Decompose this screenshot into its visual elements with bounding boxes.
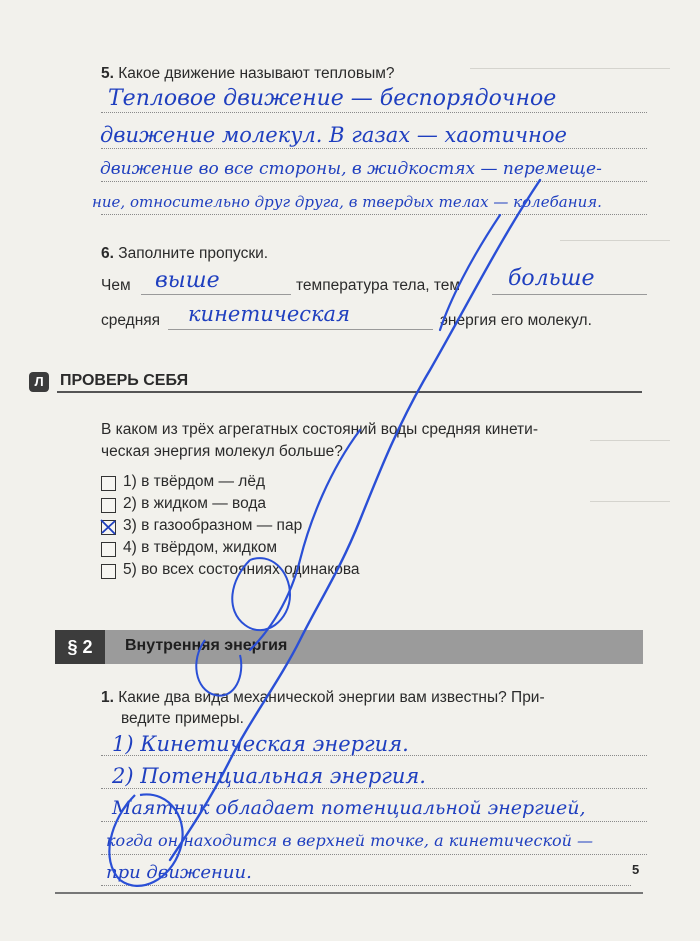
page-bottom-rule bbox=[55, 892, 643, 894]
p2q1-number: 1. bbox=[101, 689, 114, 706]
option-2-label: 2) в жидком — вода bbox=[123, 495, 267, 512]
section-divider bbox=[57, 391, 642, 393]
p2q1-text-line-1: Какие два вида механической энергии вам известны? При- bbox=[118, 689, 545, 706]
option-1-checkbox[interactable] bbox=[101, 476, 116, 491]
check-self-title: ПРОВЕРЬ СЕБЯ bbox=[60, 372, 189, 389]
check-mark-icon bbox=[99, 518, 117, 536]
answer-line bbox=[101, 181, 647, 182]
answer-line bbox=[101, 821, 647, 822]
page-number: 5 bbox=[632, 862, 640, 877]
q6-number: 6. bbox=[101, 245, 114, 262]
q5-answer-line-4: ние, относительно друг друга, в твердых телах — колебания. bbox=[92, 193, 602, 211]
p2q1-answer-line-4: когда он находится в верхней точке, а кинетической — bbox=[106, 831, 594, 850]
option-5-label: 5) во всех состояниях одинакова bbox=[123, 561, 360, 578]
q6-fill-2: больше bbox=[508, 266, 595, 291]
answer-line bbox=[101, 854, 647, 855]
paragraph-title: Внутренняя энергия bbox=[125, 637, 288, 654]
q5-answer-line-2: движение молекул. В газах — хаотичное bbox=[100, 123, 567, 147]
q6-row2-prefix: средняя bbox=[101, 312, 161, 329]
option-3-checkbox[interactable] bbox=[101, 520, 116, 535]
p2q1-answer-line-1: 1) Кинетическая энергия. bbox=[112, 732, 409, 756]
q5-text: Какое движение называют тепловым? bbox=[118, 65, 395, 82]
q6-row1-prefix: Чем bbox=[101, 277, 131, 294]
option-4-checkbox[interactable] bbox=[101, 542, 116, 557]
bleed-through-decoration bbox=[590, 440, 670, 502]
q5-question bbox=[101, 64, 395, 84]
check-self-question-line-1: В каком из трёх агрегатных состояний воды средняя кинети- bbox=[101, 421, 538, 438]
option-2-checkbox[interactable] bbox=[101, 498, 116, 513]
q6-row2-suffix: энергия его молекул. bbox=[440, 312, 592, 329]
answer-line bbox=[101, 148, 647, 149]
answer-line bbox=[101, 885, 631, 886]
q6-fill-3: кинетическая bbox=[188, 302, 350, 326]
fill-blank-line bbox=[141, 294, 291, 295]
p2q1-question-line-2: ведите примеры. bbox=[121, 710, 244, 727]
option-4-label: 4) в твёрдом, жидком bbox=[123, 539, 278, 556]
p2q1-answer-line-2: 2) Потенциальная энергия. bbox=[112, 764, 426, 788]
answer-line bbox=[101, 788, 647, 789]
q5-answer-line-1: Тепловое движение — беспорядочное bbox=[108, 86, 557, 111]
q6-question bbox=[101, 244, 268, 264]
check-self-icon: Л bbox=[29, 372, 49, 392]
q6-fill-1: выше bbox=[155, 268, 220, 293]
bleed-through-decoration bbox=[470, 68, 670, 81]
q5-number: 5. bbox=[101, 65, 114, 82]
p2q1-answer-line-3: Маятник обладает потенциальной энергией, bbox=[112, 797, 586, 819]
q5-answer-line-3: движение во все стороны, в жидкостях — перемеще- bbox=[100, 159, 602, 179]
answer-line bbox=[101, 214, 647, 215]
paragraph-number: § 2 bbox=[55, 630, 105, 664]
bleed-through-decoration bbox=[560, 240, 670, 253]
option-3-label: 3) в газообразном — пар bbox=[123, 517, 303, 534]
q6-text: Заполните пропуски. bbox=[118, 245, 269, 262]
fill-blank-line bbox=[168, 329, 433, 330]
option-1-label: 1) в твёрдом — лёд bbox=[123, 473, 265, 490]
check-self-question-line-2: ческая энергия молекул больше? bbox=[101, 443, 343, 460]
q6-row1-middle: температура тела, тем bbox=[296, 277, 461, 294]
p2q1-question-line-1 bbox=[101, 688, 545, 708]
option-5-checkbox[interactable] bbox=[101, 564, 116, 579]
fill-blank-line bbox=[492, 294, 647, 295]
answer-line bbox=[101, 112, 647, 113]
p2q1-answer-line-5: при движении. bbox=[106, 862, 252, 883]
